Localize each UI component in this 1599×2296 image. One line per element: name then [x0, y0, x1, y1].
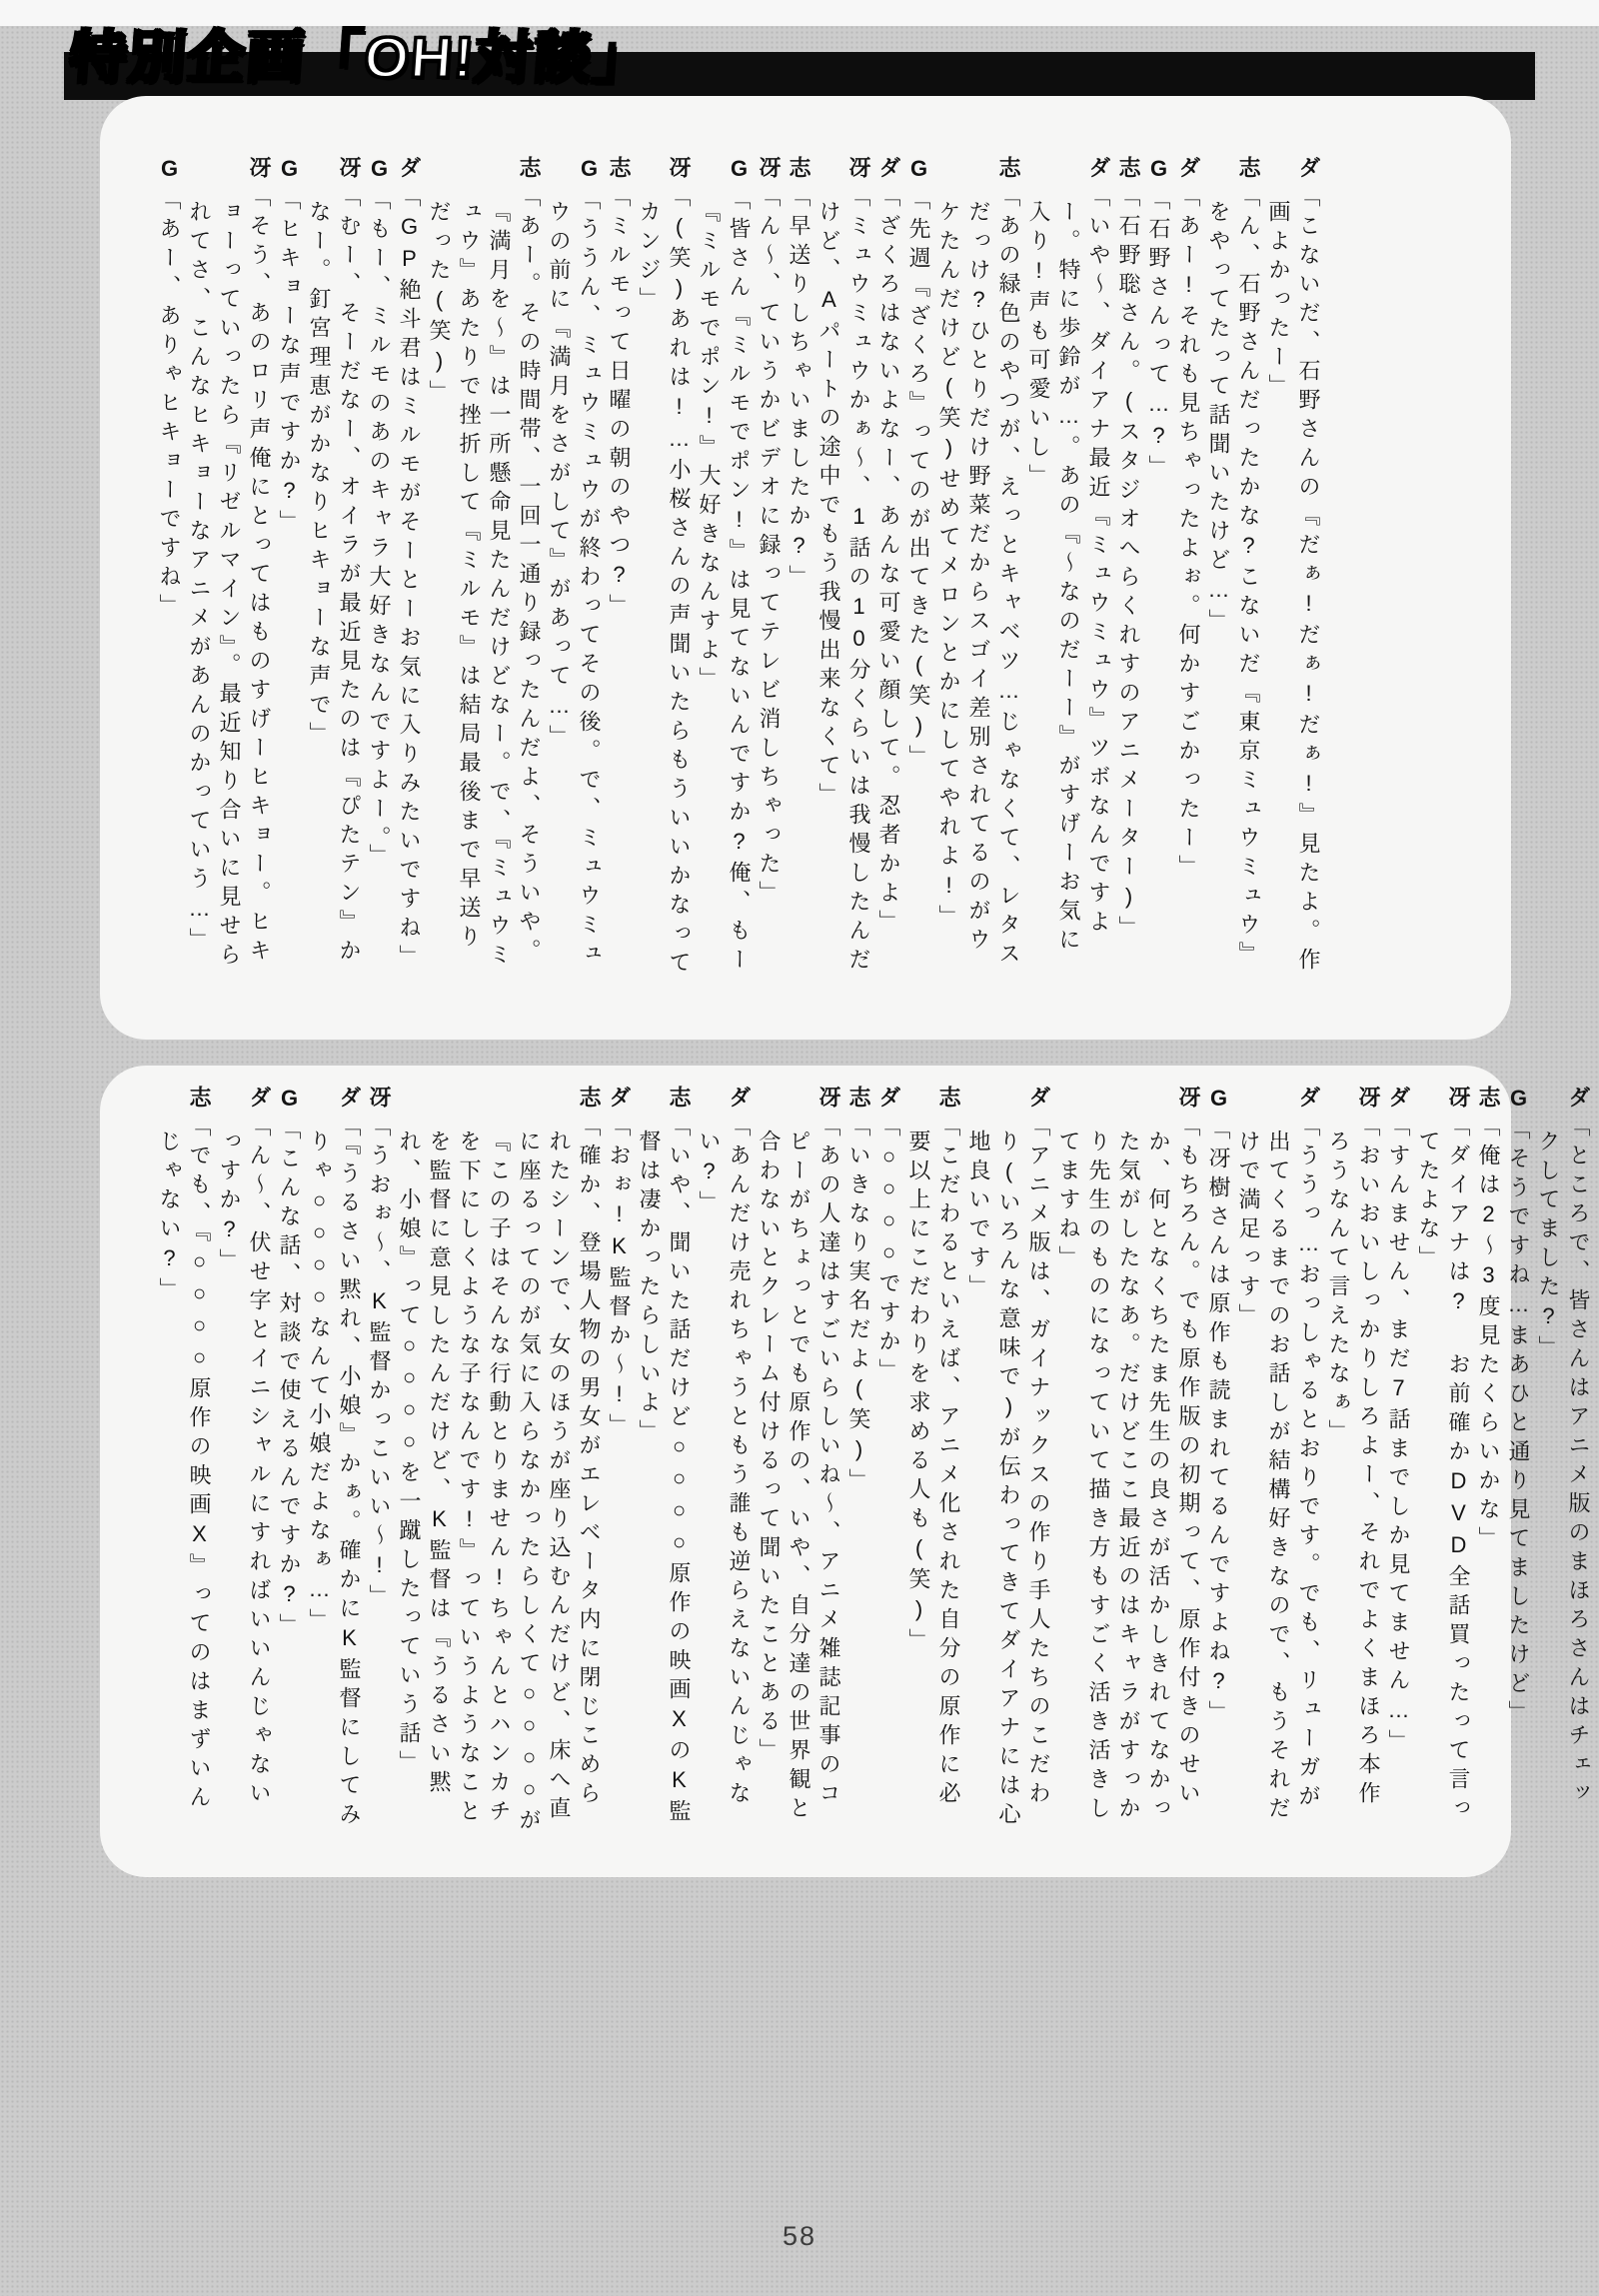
speaker-label: ダ: [1296, 1086, 1321, 1115]
dialogue-line: [694, 156, 754, 980]
dialogue-line: [903, 1086, 963, 1837]
speech-text: 「早送りしちゃいましたか?」: [787, 185, 811, 594]
speaker-label: 冴: [757, 156, 782, 185]
dialogue-block-1: [154, 156, 1323, 980]
speech-text: 「ミュウミュウかぁ〜、1話の10分くらいは我慢したんだけど、Aパートの途中でもう我慢出来なくて」: [816, 185, 871, 977]
speaker-label: G: [157, 156, 182, 188]
dialogue-line: [1203, 156, 1263, 980]
dialogue-line: [214, 1086, 274, 1837]
dialogue-line: [1023, 156, 1113, 980]
speaker-label: G: [277, 156, 302, 188]
dialogue-line: [1473, 1086, 1503, 1837]
speaker-label: G: [577, 156, 602, 188]
dialogue-line: [813, 156, 873, 980]
speaker-label: 冴: [367, 1086, 392, 1115]
dialogue-line: [394, 1086, 604, 1837]
speech-text: 「皆さん『ミルモでポン!』は見てないんですか?俺、もー『ミルモでポン!』大好きなんすよ」: [697, 188, 752, 977]
speaker-label: G: [367, 156, 392, 188]
speech-text: 「あー!それも見ちゃったよぉ。何かすごかったー」: [1176, 185, 1201, 884]
speaker-label: 志: [607, 156, 632, 185]
speaker-label: 志: [996, 156, 1021, 185]
speaker-label: 冴: [846, 156, 871, 185]
dialogue-line: [1113, 156, 1143, 980]
speaker-label: 志: [577, 1086, 602, 1115]
speech-text: 「むー、そーだなー、オイラが最近見たのは『ぴたテン』かなー。釘宮理恵がかなりヒキョーな声で」: [307, 185, 362, 968]
speech-text: 「いきなり実名だよ(笑)」: [846, 1115, 871, 1497]
speaker-label: ダ: [876, 156, 901, 185]
speaker-label: 志: [1236, 156, 1261, 185]
speaker-label: G: [1506, 1086, 1531, 1118]
speaker-label: 志: [517, 156, 542, 185]
speaker-label: ダ: [247, 1086, 272, 1115]
speech-text: 「冴樹さんは原作も読まれてるんですよね?」: [1206, 1118, 1231, 1729]
speech-text: 「ダイアナは? お前確かDVD全話買ったって言ってたよな」: [1416, 1115, 1471, 1825]
dialogue-line: [1533, 1086, 1593, 1837]
speaker-label: 志: [936, 1086, 961, 1115]
speech-text: 「こないだ、石野さんの『だぁ!だぁ!だぁ!』見たよ。作画よかったー」: [1266, 185, 1321, 977]
speech-text: 「確か、登場人物の男女がエレベータ内に閉じこめられたシーンで、女のほうが座り込むんだけど、床へ直に座るってのが気に入らなかったらしくて○○○○が『この子はそんな行動とりません!ちゃんとハンカチを下にしくような子なんです!』っていうようなことを監督に意見したんだけど、K監督は『うるさい黙れ、小娘』って○○○○を一蹴したっていう話」: [397, 1115, 602, 1837]
speaker-label: ダ: [1566, 1086, 1591, 1115]
speaker-label: ダ: [397, 156, 422, 185]
dialogue-line: [843, 1086, 873, 1837]
dialogue-line: [1053, 1086, 1203, 1837]
dialogue-line: [933, 156, 1023, 980]
speaker-label: G: [1206, 1086, 1231, 1118]
speech-text: 「ん〜、ていうかビデオに録ってテレビ消しちゃった」: [757, 185, 782, 910]
speaker-label: 志: [787, 156, 811, 185]
speech-text: 「あの緑色のやつが、えっとキャベツ…じゃなくて、レタスだっけ?ひとりだけ野菜だからスゴイ差別されてるのがウケたんだけど(笑)せめてメロンとかにしてやれよ!」: [936, 185, 1021, 971]
speech-text: 「そう、あのロリ声俺にとってはものすげーヒキョー。ヒキョーっていったら『リゼルマイン』。最近知り合いに見せられてさ、こんなヒキョーなアニメがあんのかっていう…」: [187, 185, 272, 972]
speaker-label: ダ: [607, 1086, 632, 1115]
dialogue-line: [304, 1086, 364, 1837]
speech-text: 「こだわるといえば、アニメ化された自分の原作に必要以上にこだわりを求める人も(笑)」: [906, 1115, 961, 1810]
page-number: 58: [782, 2221, 817, 2251]
speech-text: 「あんだけ売れちゃうともう誰も逆らえないんじゃない?」: [697, 1115, 752, 1810]
speech-text: 「そうですね…まあひと通り見てましたけど」: [1506, 1118, 1531, 1729]
speaker-label: 志: [667, 1086, 692, 1115]
dialogue-line: [694, 1086, 754, 1837]
speech-text: 「GP絶斗君はミルモがそーとーお気に入りみたいですね」: [397, 185, 422, 974]
speaker-label: ダ: [1086, 156, 1111, 185]
speaker-label: 志: [846, 1086, 871, 1115]
speech-text: 「(笑)あれは!…小桜さんの声聞いたらもういいかなってカンジ」: [637, 185, 692, 980]
speech-text: 「おいおいしっかりしろよー、それでよくまほろ本作ろうなんて言えたなぁ」: [1326, 1115, 1381, 1810]
dialogue-line: [184, 156, 274, 980]
speaker-label: G: [727, 156, 752, 188]
dialogue-line: [1263, 156, 1323, 980]
speaker-label: 冴: [1176, 1086, 1201, 1115]
speaker-label: ダ: [337, 1086, 362, 1115]
speaker-label: 冴: [337, 156, 362, 185]
speech-text: 「いや、聞いた話だけど○○○○原作の映画XのK監督は凄かったらしいよ」: [637, 1115, 692, 1828]
speaker-label: 冴: [1356, 1086, 1381, 1115]
speech-text: 「もちろん。でも原作版の初期って、原作付きのせいか、何となくちたま先生の良さが活かしきれてなかった気がしたなあ。だけどここ最近のはキャラがすっかり先生のものになっていて描き方もすごく活き活きしてますね」: [1056, 1115, 1201, 1825]
speaker-label: 志: [1476, 1086, 1501, 1115]
speaker-label: 冴: [247, 156, 272, 185]
dialogue-line: [364, 156, 394, 980]
dialogue-line: [604, 1086, 634, 1837]
speaker-label: G: [906, 156, 931, 188]
speech-text: 「ん〜、伏せ字とイニシャルにすればいいんじゃないっすか?」: [217, 1115, 272, 1810]
dialogue-block-2: [154, 1086, 1593, 1837]
dialogue-line: [1413, 1086, 1473, 1837]
speech-text: 「『うるさい黙れ、小娘』かぁ。確かにK監督にしてみりゃ○○○○なんて小娘だよなぁ…」: [307, 1115, 362, 1831]
speaker-label: 志: [1116, 156, 1141, 185]
dialogue-panel-1: [100, 96, 1511, 1040]
speech-text: 「こんな話、対談で使えるんですか?」: [277, 1118, 302, 1642]
speech-text: 「あー。その時間帯、一回一通り録ったんだよ、そういや。『満月を〜』は一所懸命見たんだけどなー。で、『ミュウミュウ』あたりで挫折して『ミルモ』は結局最後まで早送りだった(笑)」: [427, 185, 542, 972]
speaker-label: 冴: [667, 156, 692, 185]
dialogue-line: [1203, 1086, 1233, 1837]
speech-text: 「ん、石野さんだったかな?こないだ『東京ミュウミュウ』をやってたって話聞いたけど…」: [1206, 185, 1261, 971]
dialogue-line: [1383, 1086, 1413, 1837]
speech-text: 「先週『ざくろ』ってのが出てきた(笑)」: [906, 188, 931, 774]
speech-text: 「すんません、まだ7話までしか見てません…」: [1386, 1115, 1411, 1758]
speaker-label: 冴: [1446, 1086, 1471, 1115]
speech-text: 「あー、ありゃヒキョーですね」: [157, 188, 182, 623]
speaker-label: ダ: [876, 1086, 901, 1115]
speaker-label: ダ: [1386, 1086, 1411, 1115]
dialogue-line: [364, 1086, 394, 1837]
speaker-label: G: [277, 1086, 302, 1118]
dialogue-line: [424, 156, 544, 980]
speaker-label: ダ: [1296, 156, 1321, 185]
dialogue-line: [1143, 156, 1173, 980]
dialogue-line: [274, 156, 304, 980]
speech-text: 「ううっ…おっしゃるとおりです。でも、リューガが出てくるまでのお話しが結構好きなので、もうそれだけで満足っす」: [1236, 1115, 1321, 1825]
dialogue-line: [1173, 156, 1203, 980]
dialogue-line: [154, 156, 184, 980]
speech-text: 「ううん、ミュウミュウが終わってその後。で、ミュウミュウの前に『満月をさがして』があって…」: [547, 188, 602, 971]
dialogue-line: [544, 156, 604, 980]
speech-text: 「俺は2〜3度見たくらいかな」: [1476, 1115, 1501, 1555]
speech-text: 「アニメ版は、ガイナックスの作り手人たちのこだわり(いろんな意味で)が伝わってきてダイアナには心地良いです」: [966, 1115, 1051, 1831]
dialogue-line: [394, 156, 424, 980]
dialogue-line: [1503, 1086, 1533, 1837]
dialogue-line: [634, 1086, 694, 1837]
speech-text: 「あの人達はすごいらしいね〜、アニメ雑誌記事のコピーがちょっとでも原作の、いや、自分達の世界観と合わないとクレーム付けるって聞いたことある」: [757, 1115, 841, 1825]
speech-text: 「○○○○ですか」: [876, 1115, 901, 1387]
speech-text: 「ヒキョーな声ですか?」: [277, 188, 302, 539]
dialogue-line: [1233, 1086, 1323, 1837]
speaker-label: ダ: [1026, 1086, 1051, 1115]
speech-text: 「でも、『○○○○原作の映画X』ってのはまずいんじゃない?」: [157, 1115, 212, 1814]
speaker-label: G: [1146, 156, 1171, 188]
page-title: 特別企画「OH!対談」: [67, 26, 655, 90]
speech-text: 「ミルモって日曜の朝のやつ?」: [607, 185, 632, 623]
dialogue-line: [634, 156, 694, 980]
speech-text: 「もー、ミルモのあのキャラ大好きなんですよー。」: [367, 188, 392, 873]
speech-text: 「うおぉ〜、K監督かっこいい〜!」: [367, 1115, 392, 1613]
dialogue-line: [274, 1086, 304, 1837]
dialogue-line: [304, 156, 364, 980]
dialogue-line: [754, 156, 784, 980]
speaker-label: 志: [187, 1086, 212, 1115]
dialogue-line: [754, 1086, 843, 1837]
speech-text: 「ざくろはないよなー、あんな可愛い顔して。忍者かよ」: [876, 185, 901, 939]
speech-text: 「おぉ!K監督か〜!」: [607, 1115, 632, 1442]
speaker-label: ダ: [1176, 156, 1201, 185]
dialogue-panel-2: [100, 1066, 1591, 1877]
dialogue-line: [963, 1086, 1053, 1837]
dialogue-line: [873, 1086, 903, 1837]
dialogue-line: [1323, 1086, 1383, 1837]
dialogue-line: [873, 156, 903, 980]
dialogue-line: [903, 156, 933, 980]
dialogue-line: [784, 156, 813, 980]
dialogue-line: [154, 1086, 214, 1837]
speaker-label: ダ: [727, 1086, 752, 1115]
speech-text: 「石野さんって…?」: [1146, 188, 1171, 484]
dialogue-line: [604, 156, 634, 980]
speech-text: 「いや〜、ダイアナ最近『ミュウミュウ』ツボなんですよー。特に歩鈴が…。あの『〜なのだーー』がすげーお気に入り!声も可愛いし」: [1026, 185, 1111, 957]
speaker-label: 冴: [816, 1086, 841, 1115]
speech-text: 「ところで、皆さんはアニメ版のまほろさんはチェックしてました?」: [1536, 1115, 1591, 1810]
speech-text: 「石野聡さん。(スタジオへらくれすのアニメーター)」: [1116, 185, 1141, 945]
